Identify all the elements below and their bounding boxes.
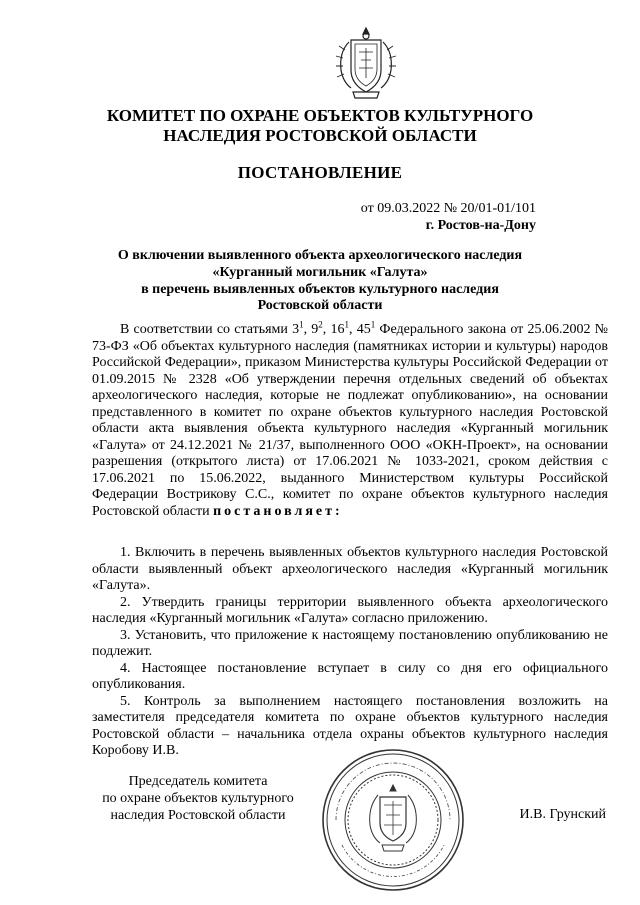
signatory-position: [82, 773, 314, 824]
position-line-2: по охране объектов культурного: [102, 791, 294, 806]
position-line-1: Председатель комитета: [128, 774, 268, 789]
decree-item: 2. Утвердить границы территории выявленного объекта археологического наследия «Курганный могильник «Галута» согласно приложению.: [92, 594, 608, 626]
org-line-2: НАСЛЕДИЯ РОСТОВСКОЙ ОБЛАСТИ: [163, 126, 477, 145]
city: г. Ростов-на-Дону: [425, 218, 536, 233]
decree-items: [92, 545, 608, 760]
preamble-t4: , 45: [349, 322, 371, 337]
subject-line-4: Ростовской области: [257, 298, 383, 314]
document-type: ПОСТАНОВЛЕНИЕ: [237, 163, 403, 182]
official-seal: [318, 745, 468, 895]
preamble-rest: Федерального закона от 25.06.2002 № 73-ФЗ «Об объектах культурного наследия (памятниках истории и культуры) народов Российской Федерации», приказом Министерства культуры Российской Федерации от 01.09.2015 № 2328 «Об утверждении перечня отдельных сведений об объектах археологического наследия, которые не подлежат опубликованию», на основании представленного в комитет по охране объектов культурного наследия Ростовской области акта выявления объекта культурного наследия «Курганный могильник «Галута» от 24.12.2021 № 21/37, выполненного ООО «ОКН-Проект», на основании разрешения (открытого листа) от 17.06.2021 № 1033-2021, сроком действия с 17.06.2021 по 15.06.2022, выданного Министерством культуры Российской Федерации Вострикову С.С., комитет по охране объектов культурного наследия Ростовской области: [92, 322, 609, 519]
subject-line-1: О включении выявленного объекта археологического наследия: [117, 248, 523, 263]
document-subject: [110, 248, 530, 315]
org-line-1: КОМИТЕТ ПО ОХРАНЕ ОБЪЕКТОВ КУЛЬТУРНОГО: [106, 106, 534, 125]
decree-item: 1. Включить в перечень выявленных объектов культурного наследия Ростовской области выявленный объект археологического наследия «Курганный могильник «Галута».: [92, 545, 608, 593]
decree-item: 5. Контроль за выполнением настоящего постановления возложить на заместителя председателя комитета по охране объектов культурного наследия Ростовской области – начальника отдела охраны объектов культурного наследия Коробову И.В.: [92, 693, 608, 758]
preamble-t2: , 9: [303, 322, 319, 337]
subject-line-3: в перечень выявленных объектов культурного наследия: [141, 281, 499, 297]
organization-name: [80, 106, 560, 146]
sup-1: 1: [299, 319, 304, 330]
decree-word: постановляет:: [213, 503, 343, 519]
sup-4: 1: [370, 319, 376, 330]
preamble-lead: В соответствии со статьями 3: [120, 322, 300, 337]
preamble-t3: , 16: [322, 322, 345, 337]
sup-2: 2: [318, 319, 323, 330]
position-line-3: наследия Ростовской области: [110, 808, 286, 823]
preamble-paragraph: [92, 319, 609, 520]
decree-item: 3. Установить, что приложение к настоящему постановлению опубликованию не подлежит.: [92, 627, 608, 659]
sup-3: 1: [344, 319, 349, 330]
coat-of-arms-emblem: [331, 22, 401, 104]
date-number: от 09.03.2022 № 20/01-01/101: [360, 201, 536, 216]
signatory-name: И.В. Грунский: [519, 807, 606, 822]
decree-item: 4. Настоящее постановление вступает в силу со дня его официального опубликования.: [92, 660, 608, 692]
subject-line-2: «Курганный могильник «Галута»: [212, 264, 428, 280]
